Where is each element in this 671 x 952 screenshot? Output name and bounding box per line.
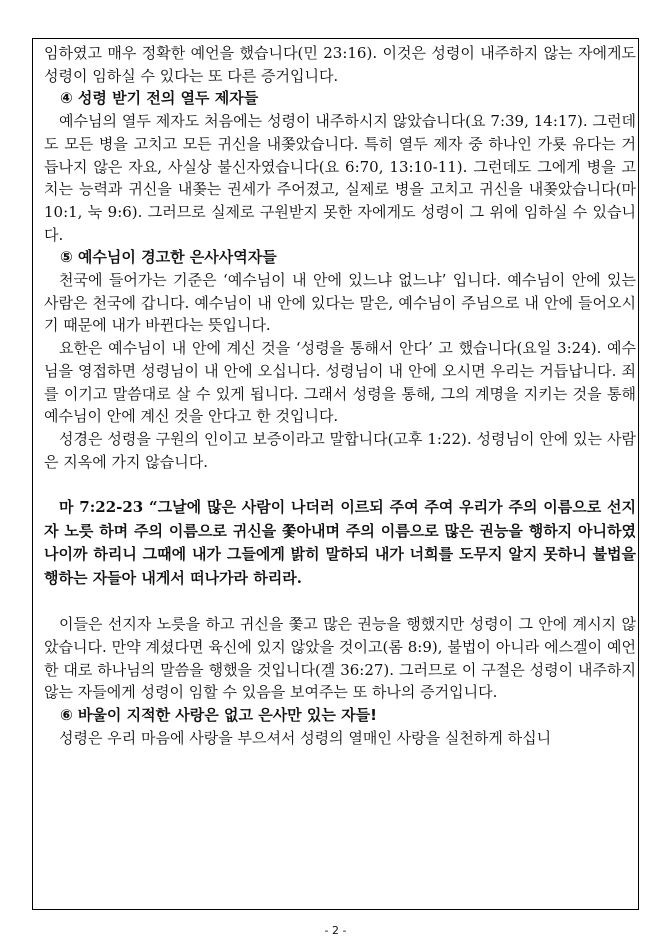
paragraph-twelve-disciples: 예수님의 열두 제자도 처음에는 성령이 내주하시지 않았습니다(요 7:39, 14:17). 그런데도 모든 병을 고치고 모든 귀신을 내쫒았습니다. 특히 열두 제자 중 하나인 가룟 유다는 거듭나지 않은 자요, 사실상 불신자였습니다(요 6:70, 13:10-11). 그런데도 그에게 병을 고치는 능력과 귀신을 내쫒는 권세가 주어졌고, 실제로 병을 고치고 귀신을 내쫒았습니다(마 10:1, 눅 9:6). 그러므로 실제로 구원받지 못한 자에게도 성령이 그 위에 임하실 수 있습니다. bbox=[44, 112, 636, 244]
paragraph-seal: 성경은 성령을 구원의 인이고 보증이라고 말합니다(고후 1:22). 성령님이 안에 있는 사람은 지옥에 가지 않습니다. bbox=[44, 429, 636, 471]
paragraph-john: 요한은 예수님이 내 안에 계신 것을 ‘성령을 통해서 안다’ 고 했습니다(요일 3:24). 예수님을 영접하면 성령님이 내 안에 오십니다. 성령님이 내 안에 오시면 우리는 거듭납니다. 죄를 이기고 말씀대로 살 수 있게 됩니다. 그래서 성령을 통해, 그의 계명을 지키는 것을 통해 예수님이 안에 계신 것을 안다고 한 것입니다. bbox=[44, 339, 636, 426]
scripture-quote: 마 7:22-23 “그날에 많은 사람이 나더러 이르되 주여 주여 우리가 주의 이름으로 선지자 노릇 하며 주의 이름으로 귀신을 쫓아내며 주의 이름으로 많은 권능을 행하지 아니하였나이까 하리니 그때에 내가 그들에게 밝히 말하되 내가 너희를 도무지 알지 못하니 불법을 행하는 자들아 내게서 떠나가라 하리라. bbox=[44, 498, 636, 587]
section-heading-6: ⑥ 바울이 지적한 사랑은 없고 은사만 있는 자들! bbox=[60, 706, 377, 725]
paragraph-heaven-criterion: 천국에 들어가는 기준은 ‘예수님이 내 안에 있느냐 없느냐’ 입니다. 예수님이 안에 있는 사람은 천국에 갑니다. 예수님이 내 안에 있다는 말은, 예수님이 주님으로 내 안에 들어오시기 때문에 내가 바뀐다는 뜻입니다. bbox=[44, 271, 636, 335]
paragraph-intro: 임하였고 매우 정확한 예언을 했습니다(민 23:16). 이것은 성령이 내주하지 않는 자에게도 성령이 임하실 수 있다는 또 다른 증거입니다. bbox=[44, 44, 636, 85]
document-body bbox=[44, 42, 636, 750]
section-heading-4: ④ 성령 받기 전의 열두 제자들 bbox=[60, 89, 259, 108]
paragraph-love: 성령은 우리 마음에 사랑을 부으셔서 성령의 열매인 사랑을 실천하게 하십니 bbox=[59, 728, 552, 747]
page-number: - 2 - bbox=[324, 924, 347, 937]
paragraph-explanation: 이들은 선지자 노릇을 하고 귀신을 쫓고 많은 권능을 행했지만 성령이 그 안에 계시지 않았습니다. 만약 계셨다면 육신에 있지 않았을 것이고(롬 8:9), 불법이 아니라 에스겔이 예언한 대로 하나님의 말씀을 행했을 것입니다(겔 36:27). 그러므로 이 구절은 성령이 내주하지 않는 자들에게 성령이 임할 수 있음을 보여주는 또 하나의 증거입니다. bbox=[44, 615, 636, 702]
section-heading-5: ⑤ 예수님이 경고한 은사사역자들 bbox=[60, 248, 277, 267]
